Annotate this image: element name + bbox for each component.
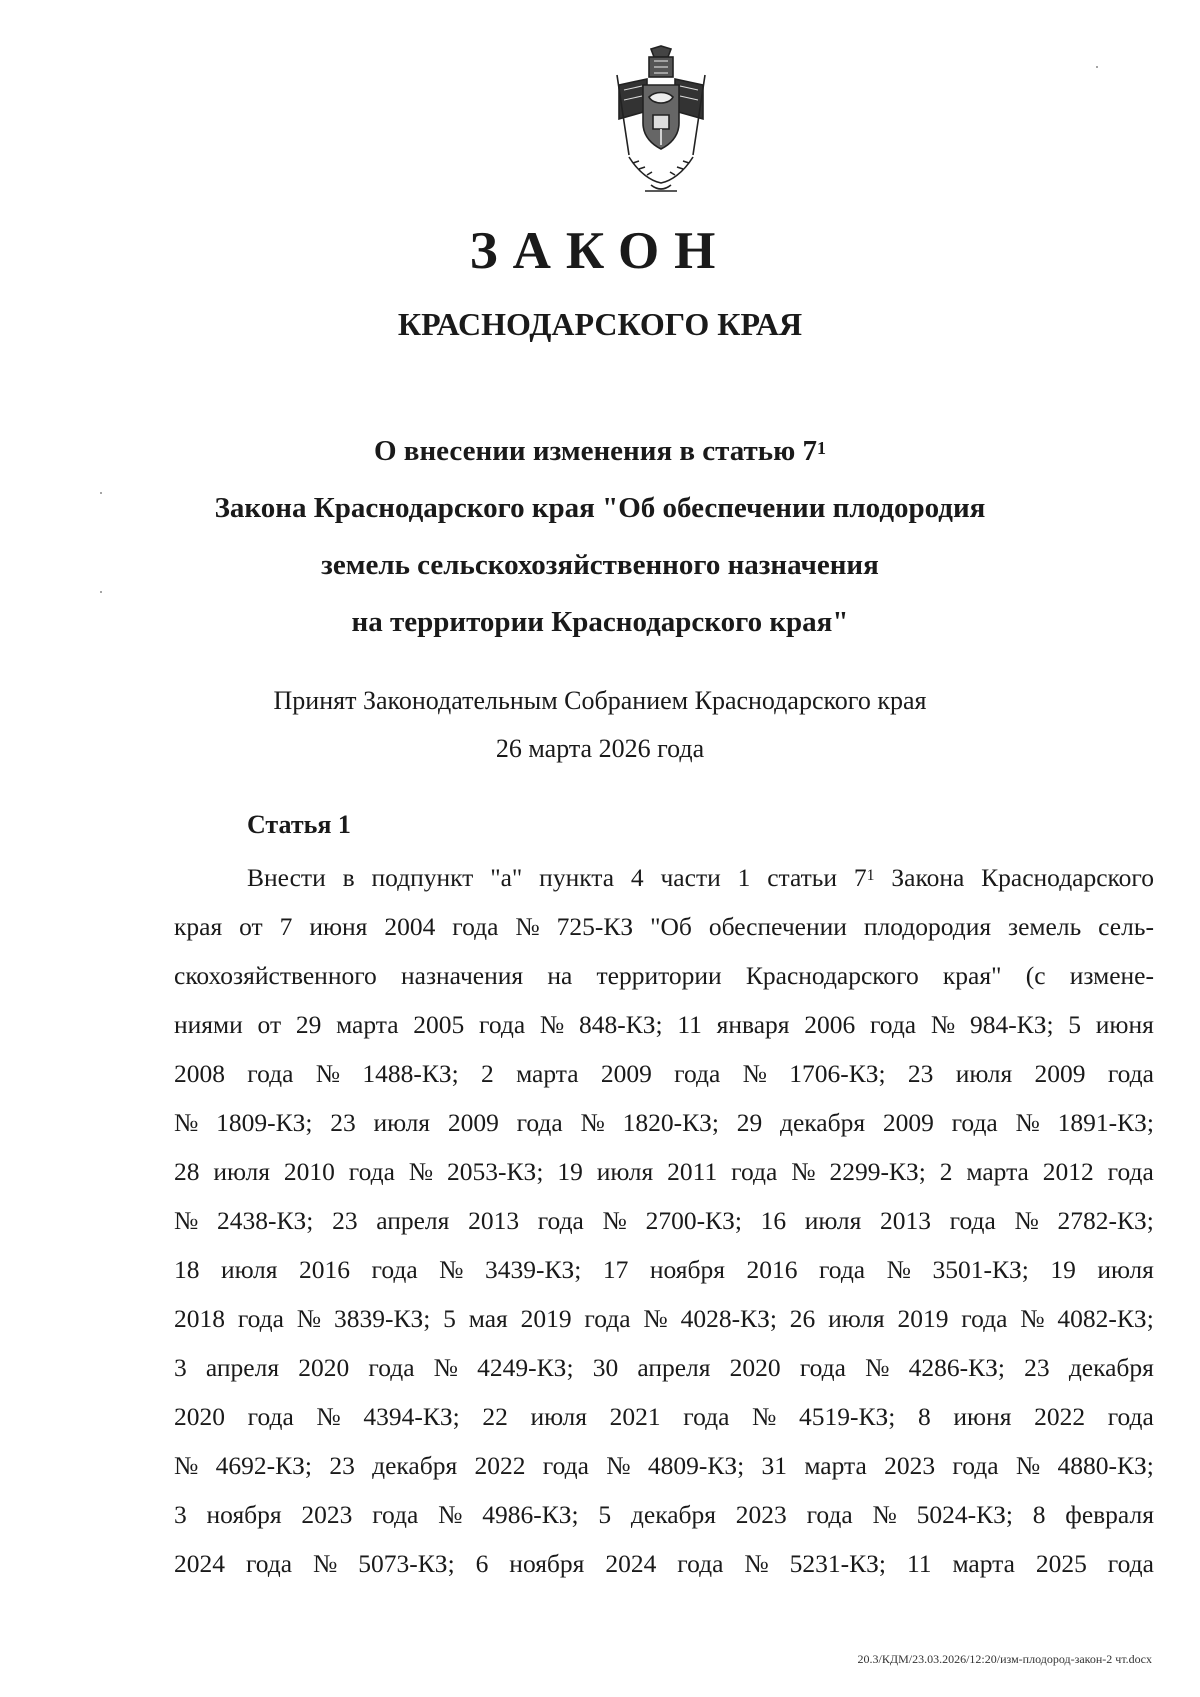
body-word: 4249-КЗ; [477,1353,574,1382]
body-word: марта [516,1059,579,1088]
body-word: назначения [400,961,524,990]
body-word: 2005 [413,1010,465,1039]
body-line [174,1000,1154,1049]
body-word: февраля [1065,1500,1154,1529]
body-word: апреля [376,1206,450,1235]
body-word: № [313,1549,338,1578]
body-word: 11 [677,1010,702,1039]
body-word: 3839-КЗ; [333,1304,431,1333]
body-word: года [245,1549,293,1578]
body-word: ноября [649,1255,725,1284]
body-word: марта [952,1549,1015,1578]
law-heading: ЗАКОН [469,222,731,280]
body-word: ниями [174,1010,243,1039]
body-word: № [439,1255,464,1284]
body-word: 2020 [729,1353,781,1382]
body-word: 1820-КЗ; [622,1108,719,1137]
body-word: года [516,1108,563,1137]
body-word: 2025 [1035,1549,1087,1578]
body-word: 2700-КЗ; [645,1206,742,1235]
body-word: 984-КЗ; [969,1010,1054,1039]
body-word: 2020 [174,1402,225,1431]
body-word: плодородия [863,912,992,941]
body-word: июля [955,1059,1013,1088]
body-word: 4286-КЗ; [908,1353,1005,1382]
body-word: года [806,1500,853,1529]
body-word: 2008 [174,1059,225,1088]
body-word: года [683,1402,730,1431]
title-line: на территории Краснодарского края" [351,606,849,638]
scan-speck [100,591,102,593]
body-word: 5 [1068,1010,1082,1039]
body-line [174,853,1154,902]
body-word: года [677,1549,724,1578]
body-word: года [1107,1157,1154,1186]
body-word: подпункт [371,863,474,892]
body-word: января [716,1010,790,1039]
body-word: 23 [330,1108,356,1137]
body-word: 5024-КЗ; [916,1500,1013,1529]
body-word: 2009 [882,1108,934,1137]
body-word: апреля [205,1353,280,1382]
body-word: 4880-КЗ; [1057,1451,1154,1480]
body-word: 8 [1032,1500,1046,1529]
body-word: 2782-КЗ; [1057,1206,1154,1235]
body-word: 5073-КЗ; [358,1549,455,1578]
scan-speck [1096,66,1098,68]
body-word: № [408,1157,434,1186]
body-word: от [257,1010,282,1039]
adoption-note [0,677,1200,773]
body-word: июля [213,1157,270,1186]
body-word: июля [828,1304,885,1333]
body-word: 2010 [283,1157,335,1186]
body-word: 2016 [299,1255,351,1284]
body-word: № [580,1108,605,1137]
body-word: 18 [174,1255,200,1284]
body-word: 2023 [884,1451,936,1480]
body-word: № [174,1451,199,1480]
body-word: 2022 [1034,1402,1086,1431]
body-word: 2011 [667,1157,718,1186]
body-word: 848-КЗ; [578,1010,663,1039]
body-word: июля [530,1402,588,1431]
body-word: № [174,1108,199,1137]
body-word: декабря [780,1108,866,1137]
body-word: июля [804,1206,862,1235]
body-word: сель- [1098,912,1154,941]
scan-speck [100,492,102,494]
body-word: 2019 [897,1304,949,1333]
body-word: пункта [539,863,615,892]
body-word: июля [221,1255,278,1284]
body-word: 5 [443,1304,456,1333]
body-word: 29 [736,1108,763,1137]
body-word: от [239,912,263,941]
article-heading: Статья 1 [247,810,351,839]
body-line [174,1196,1154,1245]
body-word: 19 [557,1157,583,1186]
body-word: № [1015,1451,1041,1480]
body-word: 19 [1050,1255,1076,1284]
body-word: скохозяйственного [174,961,377,990]
body-word: 2438-КЗ; [217,1206,314,1235]
body-word: № [606,1451,631,1480]
body-word: 3501-КЗ; [932,1255,1029,1284]
body-word: 2012 [1042,1157,1094,1186]
coat-of-arms-emblem [599,45,723,195]
body-word: июля [596,1157,654,1186]
body-word: № [433,1353,459,1382]
body-word: № [643,1304,668,1333]
body-word: 2021 [609,1402,661,1431]
body-word: 8 [918,1402,931,1431]
title-line: О внесении изменения в статью $7^1$ [374,435,826,467]
body-word: года [237,1304,284,1333]
body-line [174,1049,1154,1098]
body-word: территории [596,961,722,990]
body-word: марта [804,1451,867,1480]
body-word: 4028-КЗ; [680,1304,777,1333]
body-word: 3439-КЗ; [485,1255,582,1284]
body-line [174,902,1154,951]
article-body [174,853,1154,1588]
body-word: 4394-КЗ; [363,1402,460,1431]
body-line [174,1441,1154,1490]
body-word: 2016 [746,1255,798,1284]
body-word: 4082-КЗ; [1057,1304,1154,1333]
body-word: 2019 [520,1304,572,1333]
body-word: № [930,1010,956,1039]
body-word: июня [1095,1010,1154,1039]
body-word: года [951,1108,998,1137]
body-word: 17 [602,1255,629,1284]
body-word: ноября [206,1500,282,1529]
body-word: 11 [906,1549,932,1578]
body-word: года [537,1206,584,1235]
title-line: Закона Краснодарского края "Об обеспечении плодородия [214,492,986,524]
body-word: 2009 [600,1059,652,1088]
body-word: июля [373,1108,431,1137]
body-word: апреля [637,1353,711,1382]
body-word: № [539,1010,565,1039]
body-word: статьи [767,863,838,892]
body-word: марта [966,1157,1029,1186]
body-word: года [368,1353,415,1382]
body-word: года [584,1304,631,1333]
body-word: 3 [174,1500,187,1529]
body-word: года [247,1402,294,1431]
body-word: 2024 [174,1549,225,1578]
adoption-line: Принят Законодательным Собранием Краснодарского края [273,686,927,715]
body-line [174,1539,1154,1588]
body-word: $7^1$ [853,863,875,892]
body-word: 1488-КЗ; [362,1059,459,1088]
body-word: края" [942,961,1002,990]
body-word: (с [1025,961,1046,990]
body-word: 4809-КЗ; [647,1451,745,1480]
body-word: № [174,1206,199,1235]
body-word: года [371,1255,418,1284]
body-word: года [1107,1549,1154,1578]
body-word: № [1014,1206,1039,1235]
body-word: ноября [509,1549,585,1578]
body-word: года [1107,1059,1154,1088]
body-word: измене- [1069,961,1154,990]
body-word: года [949,1206,996,1235]
body-word: 1 [737,863,751,892]
body-word: № [296,1304,322,1333]
body-line [174,1392,1154,1441]
body-word: года [542,1451,589,1480]
body-word: 29 [295,1010,322,1039]
body-word: 28 [174,1157,200,1186]
body-word: 4986-КЗ; [482,1500,579,1529]
body-line [174,1147,1154,1196]
body-word: 2053-КЗ; [447,1157,544,1186]
body-word: года [674,1059,721,1088]
body-word: июля [1097,1255,1154,1284]
body-word: 23 [907,1059,934,1088]
body-word: на [547,961,573,990]
body-word: 2022 [474,1451,526,1480]
body-word: 31 [761,1451,788,1480]
body-word: года [372,1500,419,1529]
body-word: № [865,1353,890,1382]
body-word: 725-КЗ [556,912,634,941]
body-line [174,1294,1154,1343]
body-word: года [799,1353,846,1382]
body-line [174,1098,1154,1147]
body-word: декабря [630,1500,716,1529]
body-word: 1706-КЗ; [789,1059,886,1088]
body-word: года [479,1010,526,1039]
body-word: "а" [490,863,523,892]
body-word: года [452,912,499,941]
body-word: 1891-КЗ; [1057,1108,1154,1137]
body-word: 4519-КЗ; [799,1402,896,1431]
body-word: года [731,1157,778,1186]
body-word: мая [468,1304,508,1333]
body-word: № [438,1500,463,1529]
body-word: 2020 [298,1353,350,1382]
body-word: 2299-КЗ; [829,1157,926,1186]
body-word: 2024 [605,1549,657,1578]
body-word: № [515,912,540,941]
body-word: 1809-КЗ; [216,1108,313,1137]
body-word: года [348,1157,395,1186]
body-word: года [869,1010,917,1039]
body-word: 16 [760,1206,787,1235]
body-word: № [791,1157,816,1186]
body-line [174,1245,1154,1294]
body-word: 2009 [447,1108,499,1137]
body-word: года [1107,1402,1154,1431]
body-word: марта [336,1010,399,1039]
body-word: № [602,1206,627,1235]
body-word: № [744,1549,769,1578]
body-word: 22 [482,1402,508,1431]
body-word: № [1020,1304,1045,1333]
body-word: июня [953,1402,1012,1431]
body-word: года [952,1451,999,1480]
body-word: 2023 [301,1500,353,1529]
body-word: 2006 [804,1010,856,1039]
body-word: года [818,1255,866,1284]
body-word: обеспечении [708,912,847,941]
body-word: № [872,1500,897,1529]
law-region-heading: КРАСНОДАРСКОГО КРАЯ [397,306,803,342]
body-line [174,951,1154,1000]
body-word: декабря [372,1451,458,1480]
body-word: "Об [650,912,692,941]
body-word: 2009 [1034,1059,1086,1088]
body-word: 23 [1024,1353,1050,1382]
body-line [174,1343,1154,1392]
body-word: 2013 [468,1206,520,1235]
body-word: 23 [329,1451,355,1480]
title-line: земель сельскохозяйственного назначения [321,549,879,581]
body-word: № [752,1402,777,1431]
body-word: 3 [174,1353,187,1382]
body-word: края [174,912,223,941]
body-word: 26 [789,1304,816,1333]
body-word: года [247,1059,294,1088]
body-word: 7 [279,912,293,941]
body-word: в [342,863,355,892]
body-word: 2004 [384,912,436,941]
body-word: 2 [481,1059,494,1088]
adoption-line: 26 марта 2026 года [495,734,705,763]
body-word: 2013 [879,1206,931,1235]
body-word: 4 [630,863,644,892]
body-word: земель [1008,912,1082,941]
body-word: июня [309,912,368,941]
body-word: 2018 [174,1304,225,1333]
body-word: № [316,1402,341,1431]
body-word: 5 [598,1500,612,1529]
body-word: 6 [475,1549,489,1578]
body-word: № [315,1059,341,1088]
body-word: 23 [332,1206,358,1235]
body-word: Внести [247,863,326,892]
body-word: года [961,1304,1008,1333]
body-word: части [660,863,721,892]
body-word: 30 [592,1353,619,1382]
body-word: Закона [891,863,965,892]
body-word: 2023 [735,1500,787,1529]
law-title [0,423,1200,651]
body-word: Краснодарского [745,961,919,990]
body-word: 4692-КЗ; [215,1451,313,1480]
body-word: № [742,1059,767,1088]
file-reference-footer: 20.3/КДМ/23.03.2026/12:20/изм-плодород-закон-2 чт.docx [857,1652,1152,1666]
body-word: 5231-КЗ; [789,1549,886,1578]
body-line [174,1490,1154,1539]
body-word: 2 [939,1157,953,1186]
body-word: Краснодарского [981,863,1154,892]
body-word: № [1015,1108,1040,1137]
body-word: декабря [1068,1353,1154,1382]
body-word: № [886,1255,911,1284]
